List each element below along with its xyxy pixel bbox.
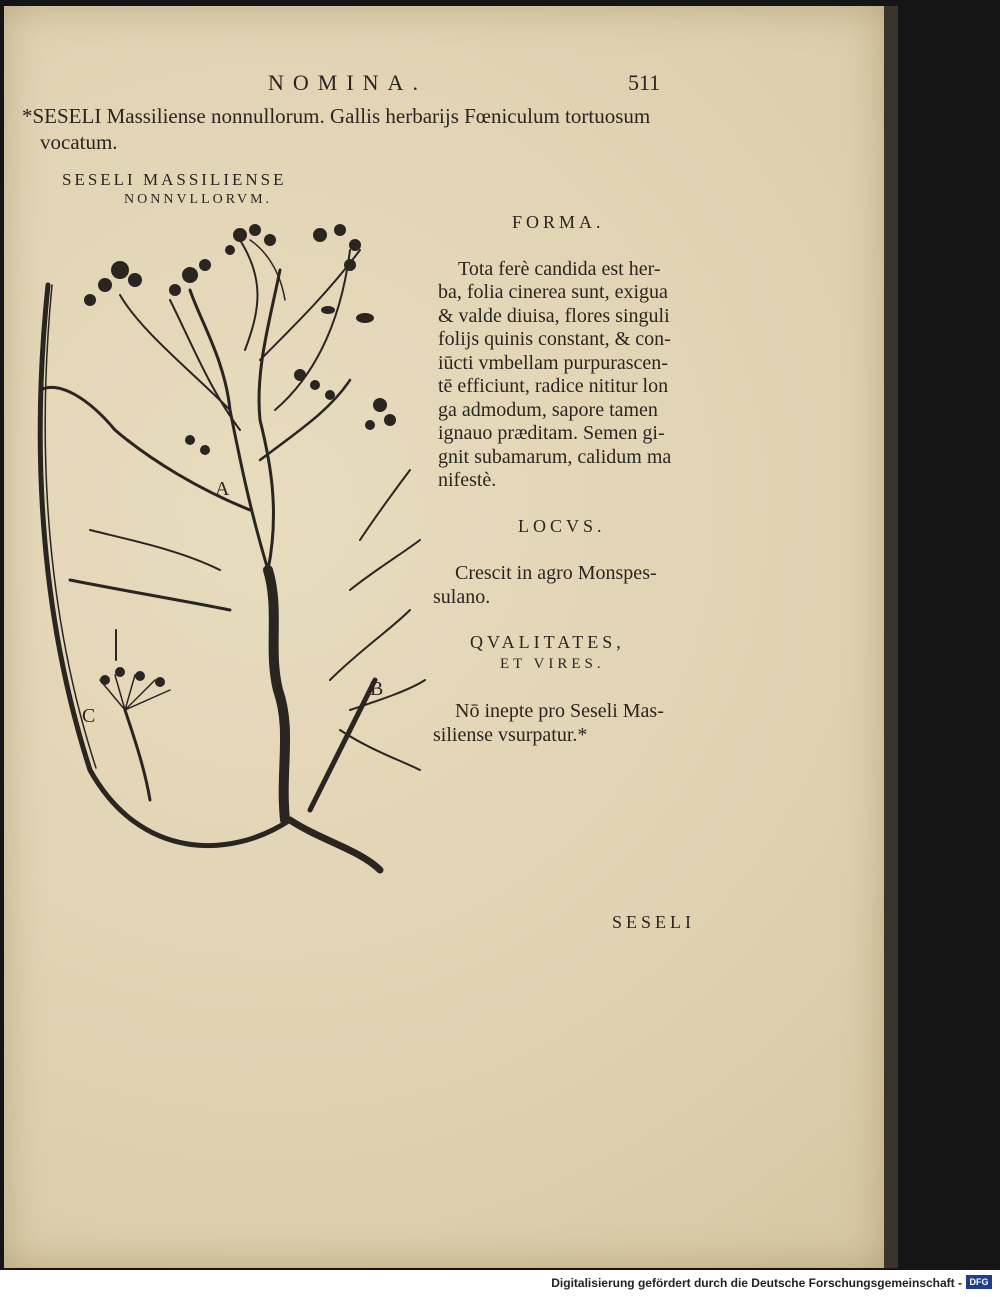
locus-line-2: sulano. bbox=[433, 586, 491, 608]
forma-line-9: gnit subamarum, calidum ma bbox=[438, 446, 672, 468]
qualitates-line-2: siliense vsurpatur.* bbox=[433, 724, 588, 746]
forma-line-5: iūcti vmbellam purpurascen- bbox=[438, 352, 668, 374]
qualitates-line-1: Nō inepte pro Seseli Mas- bbox=[455, 700, 664, 722]
nomina-line-1: *SESELI Massiliense nonnullorum. Gallis herbarijs Fœniculum tortuosum bbox=[22, 104, 651, 128]
funding-notice: Digitalisierung gefördert durch die Deutsche Forschungsgemeinschaft - bbox=[551, 1276, 962, 1290]
figure-label-b: B bbox=[370, 678, 384, 700]
plant-woodcut-illustration bbox=[30, 210, 430, 890]
forma-line-8: ignauo præditam. Semen gi- bbox=[438, 422, 665, 444]
forma-line-2: ba, folia cinerea sunt, exigua bbox=[438, 281, 668, 303]
section-heading-forma: FORMA. bbox=[512, 212, 605, 232]
figure-label-a: A bbox=[215, 478, 230, 500]
page-edge bbox=[884, 6, 898, 1268]
footer-bar bbox=[0, 1270, 1000, 1297]
forma-line-6: tē efficiunt, radice nititur lon bbox=[438, 375, 669, 397]
dfg-logo: DFG bbox=[966, 1275, 992, 1289]
figure-caption-line-2: NONNVLLORVM. bbox=[124, 192, 273, 207]
figure-label-c: C bbox=[82, 705, 96, 727]
locus-line-1: Crescit in agro Monspes- bbox=[455, 562, 657, 584]
forma-line-4: folijs quinis constant, & con- bbox=[438, 328, 671, 350]
forma-line-1: Tota ferè candida est her- bbox=[458, 258, 661, 280]
forma-line-3: & valde diuisa, flores singuli bbox=[438, 305, 670, 327]
nomina-line-2: vocatum. bbox=[40, 130, 118, 154]
section-subheading-vires: ET VIRES. bbox=[500, 656, 605, 672]
section-heading-qualitates: QVALITATES, bbox=[470, 632, 625, 652]
forma-line-7: ga admodum, sapore tamen bbox=[438, 399, 658, 421]
running-title: NOMINA. bbox=[268, 70, 427, 95]
folio-number: 511 bbox=[628, 70, 661, 95]
figure-caption-line-1: SESELI MASSILIENSE bbox=[62, 170, 287, 189]
forma-line-10: nifestè. bbox=[438, 469, 497, 491]
catchword: SESELI bbox=[612, 912, 696, 932]
section-heading-locus: LOCVS. bbox=[518, 516, 606, 536]
